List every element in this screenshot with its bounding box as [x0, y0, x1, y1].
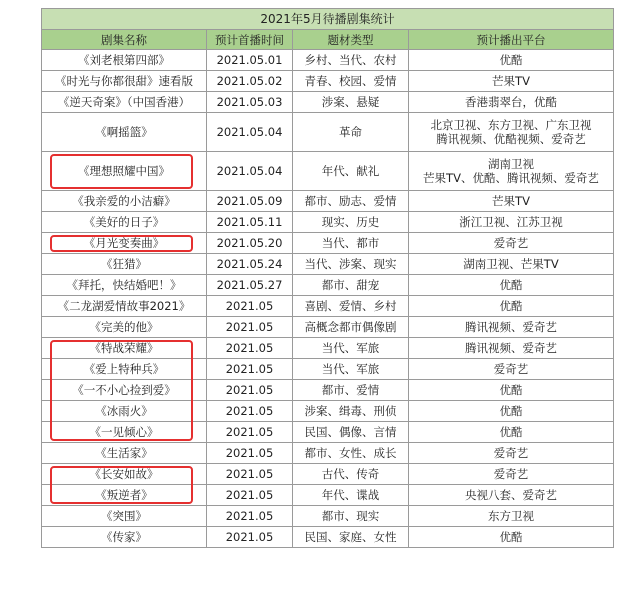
cell-text-line: 喜剧、爱情、乡村	[304, 299, 397, 313]
header-genre: 题材类型	[293, 30, 409, 50]
cell-platform	[409, 506, 614, 527]
cell-genre	[293, 401, 409, 422]
cell-text-line: 涉案、缉毒、刑侦	[304, 404, 397, 418]
cell-name	[42, 50, 207, 71]
table-row	[42, 380, 614, 401]
cell-text-line: 民国、偶像、言情	[304, 425, 397, 439]
cell-text-line: 2021.05	[225, 341, 274, 355]
cell-text-line: 2021.05.01	[216, 53, 283, 67]
cell-text-line: 2021.05.02	[216, 74, 283, 88]
cell-platform	[409, 296, 614, 317]
table-row	[42, 401, 614, 422]
cell-text-line: 优酷	[499, 404, 523, 418]
table-row	[42, 152, 614, 191]
cell-text-line: 2021.05	[225, 425, 274, 439]
cell-platform	[409, 191, 614, 212]
cell-platform	[409, 233, 614, 254]
cell-text-line: 《一不小心捡到爱》	[72, 383, 176, 397]
cell-text-line: 2021.05.04	[216, 125, 283, 139]
table-row	[42, 191, 614, 212]
cell-text-line: 芒果TV	[492, 194, 530, 208]
cell-date	[207, 443, 293, 464]
cell-text-line: 2021.05	[225, 362, 274, 376]
cell-text-line: 2021.05	[225, 320, 274, 334]
schedule-table	[41, 8, 614, 548]
cell-text-line: 2021.05.27	[216, 278, 283, 292]
table-row	[42, 527, 614, 548]
cell-date	[207, 254, 293, 275]
schedule-table-container	[41, 8, 613, 548]
cell-text-line: 《刘老根第四部》	[78, 53, 170, 67]
cell-text-line: 2021.05.09	[216, 194, 283, 208]
cell-text-line: 《逆天奇案》（中国香港）	[57, 95, 191, 109]
cell-date	[207, 212, 293, 233]
cell-text-line: 青春、校园、爱情	[304, 74, 397, 88]
table-row	[42, 464, 614, 485]
cell-date	[207, 527, 293, 548]
cell-genre	[293, 50, 409, 71]
cell-name	[42, 254, 207, 275]
cell-text-line: 优酷	[499, 278, 523, 292]
cell-text-line: 《啊摇篮》	[95, 125, 153, 139]
cell-platform	[409, 254, 614, 275]
cell-name	[42, 401, 207, 422]
cell-platform	[409, 338, 614, 359]
cell-text-line: 2021.05	[225, 467, 274, 481]
cell-platform	[409, 422, 614, 443]
cell-name	[42, 317, 207, 338]
cell-text-line: 湖南卫视、芒果TV	[463, 257, 559, 271]
cell-text-line: 现实、历史	[321, 215, 380, 229]
cell-text-line: 《冰雨火》	[95, 404, 153, 418]
cell-genre	[293, 443, 409, 464]
cell-text-line: 都市、女性、成长	[304, 446, 397, 460]
cell-name	[42, 422, 207, 443]
cell-text-line: 《长安如故》	[89, 467, 159, 481]
cell-platform	[409, 380, 614, 401]
cell-text-line: 高概念都市偶像剧	[304, 320, 397, 334]
cell-name	[42, 71, 207, 92]
cell-text-line: 香港翡翠台，优酷	[465, 95, 557, 109]
cell-platform	[409, 401, 614, 422]
cell-text-line: 爱奇艺	[493, 446, 529, 460]
table-row	[42, 443, 614, 464]
cell-name	[42, 485, 207, 506]
cell-date	[207, 422, 293, 443]
cell-text-line: 《爱上特种兵》	[83, 362, 165, 376]
cell-name	[42, 113, 207, 152]
cell-genre	[293, 92, 409, 113]
cell-platform	[409, 359, 614, 380]
cell-genre	[293, 338, 409, 359]
cell-date	[207, 113, 293, 152]
cell-text-line: 2021.05	[225, 488, 274, 502]
cell-platform	[409, 485, 614, 506]
cell-text-line: 古代、传奇	[321, 467, 380, 481]
cell-text-line: 都市、甜宠	[321, 278, 380, 292]
cell-genre	[293, 152, 409, 191]
cell-text-line: 《传家》	[101, 530, 147, 544]
cell-genre	[293, 275, 409, 296]
cell-text-line: 《狂猎》	[101, 257, 147, 271]
cell-name	[42, 152, 207, 191]
cell-text-line: 民国、家庭、女性	[304, 530, 397, 544]
cell-name	[42, 443, 207, 464]
cell-text-line: 爱奇艺	[493, 236, 529, 250]
table-row	[42, 254, 614, 275]
table-row	[42, 317, 614, 338]
cell-text-line: 爱奇艺	[493, 362, 529, 376]
cell-text-line: 《时光与你都很甜》速看版	[55, 74, 193, 88]
table-row	[42, 212, 614, 233]
cell-text-line: 2021.05	[225, 509, 274, 523]
cell-date	[207, 506, 293, 527]
header-name: 剧集名称	[42, 30, 207, 50]
cell-text-line: 芒果TV、优酷、腾讯视频、爱奇艺	[423, 171, 599, 185]
cell-text-line: 年代、献礼	[321, 164, 380, 178]
table-title: 2021年5月待播剧集统计	[42, 9, 614, 30]
cell-text-line: 2021.05.20	[216, 236, 283, 250]
cell-text-line: 2021.05.11	[216, 215, 283, 229]
cell-text-line: 都市、现实	[321, 509, 380, 523]
table-row	[42, 485, 614, 506]
cell-text-line: 《拜托，快结婚吧！》	[66, 278, 182, 292]
cell-name	[42, 233, 207, 254]
cell-genre	[293, 296, 409, 317]
table-row	[42, 71, 614, 92]
table-row	[42, 422, 614, 443]
cell-date	[207, 296, 293, 317]
cell-text-line: 2021.05	[225, 530, 274, 544]
cell-text-line: 革命	[339, 125, 362, 139]
cell-date	[207, 92, 293, 113]
cell-text-line: 2021.05	[225, 446, 274, 460]
cell-genre	[293, 233, 409, 254]
table-row	[42, 92, 614, 113]
header-row	[42, 30, 614, 50]
cell-text-line: 涉案、悬疑	[321, 95, 380, 109]
cell-name	[42, 191, 207, 212]
cell-platform	[409, 92, 614, 113]
cell-genre	[293, 113, 409, 152]
table-row	[42, 359, 614, 380]
cell-text-line: 爱奇艺	[493, 467, 529, 481]
cell-text-line: 都市、爱情	[321, 383, 380, 397]
cell-text-line: 《美好的日子》	[83, 215, 165, 229]
cell-name	[42, 359, 207, 380]
cell-date	[207, 380, 293, 401]
cell-date	[207, 401, 293, 422]
cell-platform	[409, 527, 614, 548]
table-row	[42, 338, 614, 359]
header-date: 预计首播时间	[207, 30, 293, 50]
cell-text-line: 当代、军旅	[321, 362, 380, 376]
cell-text-line: 2021.05	[225, 383, 274, 397]
cell-text-line: 《特战荣耀》	[89, 341, 159, 355]
cell-text-line: 《生活家》	[95, 446, 153, 460]
cell-text-line: 《月光变奏曲》	[83, 236, 165, 250]
cell-text-line: 当代、都市	[321, 236, 380, 250]
cell-text-line: 优酷	[499, 383, 523, 397]
cell-text-line: 《完美的他》	[89, 320, 159, 334]
cell-genre	[293, 380, 409, 401]
cell-text-line: 优酷	[499, 53, 523, 67]
cell-text-line: 《我亲爱的小洁癖》	[72, 194, 176, 208]
cell-text-line: 东方卫视	[488, 509, 534, 523]
cell-text-line: 央视八套、爱奇艺	[465, 488, 557, 502]
cell-text-line: 《叛逆者》	[95, 488, 153, 502]
cell-date	[207, 152, 293, 191]
cell-genre	[293, 506, 409, 527]
cell-text-line: 芒果TV	[492, 74, 530, 88]
cell-name	[42, 275, 207, 296]
cell-text-line: 2021.05.04	[216, 164, 283, 178]
cell-name	[42, 338, 207, 359]
cell-genre	[293, 317, 409, 338]
cell-text-line: 2021.05	[225, 404, 274, 418]
cell-text-line: 2021.05.03	[216, 95, 283, 109]
cell-text-line: 《理想照耀中国》	[78, 164, 170, 178]
cell-text-line: 2021.05	[225, 299, 274, 313]
cell-platform	[409, 275, 614, 296]
cell-text-line: 优酷	[499, 425, 523, 439]
cell-platform	[409, 317, 614, 338]
cell-text-line: 浙江卫视、江苏卫视	[459, 215, 563, 229]
cell-genre	[293, 71, 409, 92]
cell-date	[207, 50, 293, 71]
cell-platform	[409, 50, 614, 71]
cell-name	[42, 380, 207, 401]
cell-text-line: 2021.05.24	[216, 257, 283, 271]
table-row	[42, 506, 614, 527]
table-row	[42, 50, 614, 71]
cell-name	[42, 527, 207, 548]
cell-text-line: 《二龙湖爱情故事2021》	[57, 299, 191, 313]
cell-text-line: 当代、涉案、现实	[304, 257, 397, 271]
cell-date	[207, 338, 293, 359]
cell-genre	[293, 485, 409, 506]
cell-genre	[293, 464, 409, 485]
cell-genre	[293, 527, 409, 548]
cell-date	[207, 464, 293, 485]
cell-date	[207, 359, 293, 380]
cell-date	[207, 71, 293, 92]
cell-name	[42, 506, 207, 527]
cell-text-line: 《一见倾心》	[89, 425, 159, 439]
cell-name	[42, 92, 207, 113]
header-platform: 预计播出平台	[409, 30, 614, 50]
cell-date	[207, 317, 293, 338]
cell-genre	[293, 359, 409, 380]
cell-genre	[293, 212, 409, 233]
cell-text-line: 乡村、当代、农村	[304, 53, 397, 67]
cell-date	[207, 275, 293, 296]
cell-text-line: 优酷	[499, 530, 523, 544]
cell-text-line: 当代、军旅	[321, 341, 380, 355]
cell-platform	[409, 152, 614, 191]
table-body	[42, 50, 614, 548]
cell-text-line: 优酷	[499, 299, 523, 313]
cell-text-line: 年代、谍战	[321, 488, 380, 502]
cell-text-line: 腾讯视频、爱奇艺	[465, 341, 557, 355]
cell-text-line: 腾讯视频、优酷视频、爱奇艺	[436, 132, 586, 146]
cell-date	[207, 233, 293, 254]
cell-platform	[409, 212, 614, 233]
cell-platform	[409, 464, 614, 485]
table-row	[42, 275, 614, 296]
table-row	[42, 113, 614, 152]
cell-genre	[293, 422, 409, 443]
cell-platform	[409, 71, 614, 92]
cell-text-line: 《突围》	[101, 509, 147, 523]
cell-text-line: 腾讯视频、爱奇艺	[465, 320, 557, 334]
cell-date	[207, 191, 293, 212]
cell-genre	[293, 191, 409, 212]
cell-name	[42, 212, 207, 233]
cell-platform	[409, 113, 614, 152]
cell-genre	[293, 254, 409, 275]
cell-name	[42, 464, 207, 485]
cell-date	[207, 485, 293, 506]
table-row	[42, 233, 614, 254]
table-row	[42, 296, 614, 317]
cell-text-line: 北京卫视、东方卫视、广东卫视	[430, 118, 592, 132]
cell-platform	[409, 443, 614, 464]
cell-text-line: 都市、励志、爱情	[304, 194, 397, 208]
cell-name	[42, 296, 207, 317]
cell-text-line: 湖南卫视	[488, 157, 534, 171]
